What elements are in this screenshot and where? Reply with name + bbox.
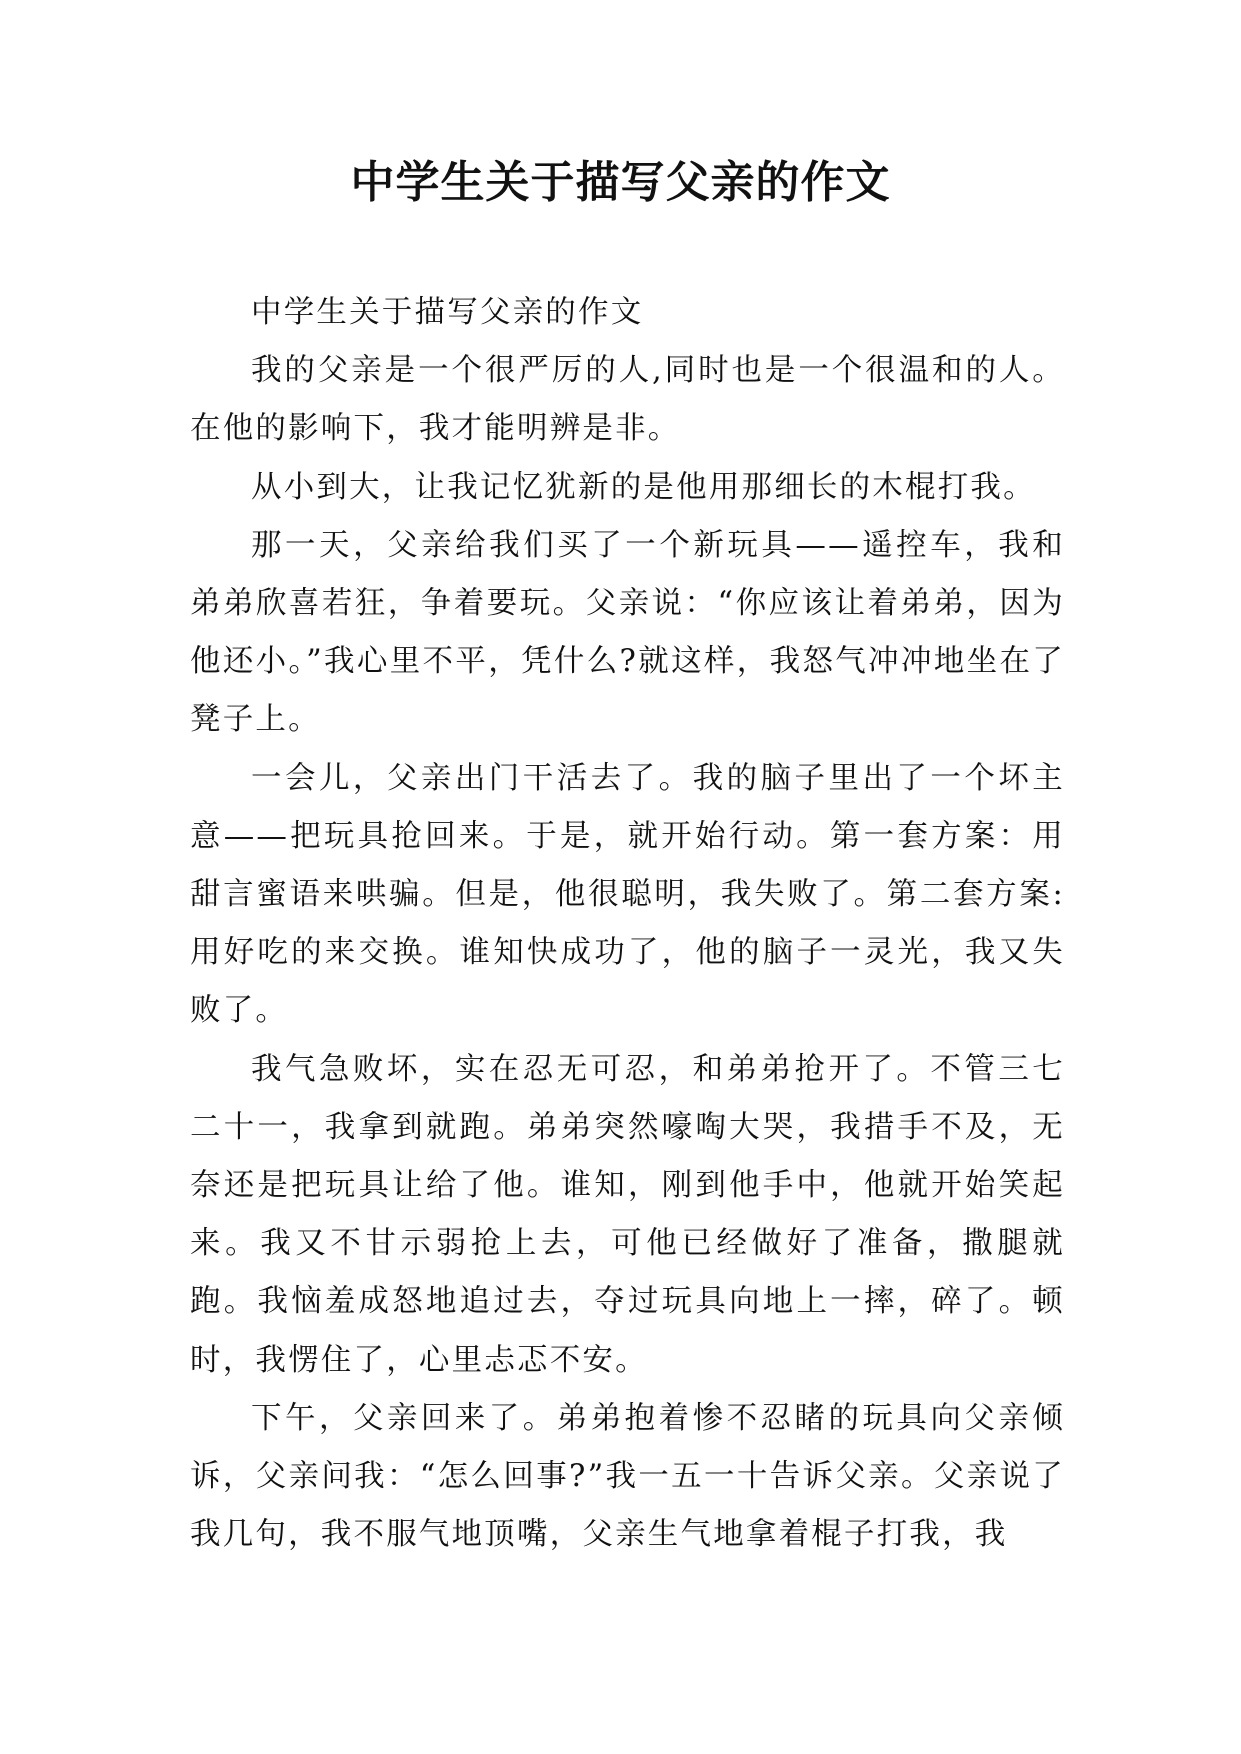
paragraph-1: 中学生关于描写父亲的作文 <box>251 295 644 330</box>
paragraph-7: 下午，父亲回来了。弟弟抱着惨不忍睹的玩具向父亲倾诉，父亲问我：“怎么回事?”我一五一十告诉父亲。父亲说了我几句，我不服气地顶嘴，父亲生气地拿着棍子打我，我 <box>190 1400 1065 1553</box>
paragraph-2: 我的父亲是一个很严厉的人,同时也是一个很温和的人。在他的影响下，我才能明辨是非。 <box>190 353 1065 447</box>
paragraph-3: 从小到大，让我记忆犹新的是他用那细长的木棍打我。 <box>251 469 1036 505</box>
paragraph-5: 一会儿，父亲出门干活去了。我的脑子里出了一个坏主意——把玩具抢回来。于是，就开始行动。第一套方案：用甜言蜜语来哄骗。但是，他很聪明，我失败了。第二套方案:用好吃的来交换。谁知快成功了，他的脑子一灵光，我又失败了。 <box>190 760 1065 1029</box>
document-body <box>190 284 1065 1564</box>
paragraph-4: 那一天，父亲给我们买了一个新玩具——遥控车，我和弟弟欣喜若狂，争着要玩。父亲说：“你应该让着弟弟，因为他还小。”我心里不平，凭什么?就这样，我怒气冲冲地坐在了凳子上。 <box>190 527 1065 738</box>
document-title: 中学生关于描写父亲的作文 <box>350 157 891 208</box>
paragraph-6: 我气急败坏，实在忍无可忍，和弟弟抢开了。不管三七二十一，我拿到就跑。弟弟突然嚎啕大哭，我措手不及，无奈还是把玩具让给了他。谁知，刚到他手中，他就开始笑起来。我又不甘示弱抢上去，可他已经做好了准备，撒腿就跑。我恼羞成怒地追过去，夺过玩具向地上一摔，碎了。顿时，我愣住了，心里忐忑不安。 <box>190 1051 1065 1378</box>
